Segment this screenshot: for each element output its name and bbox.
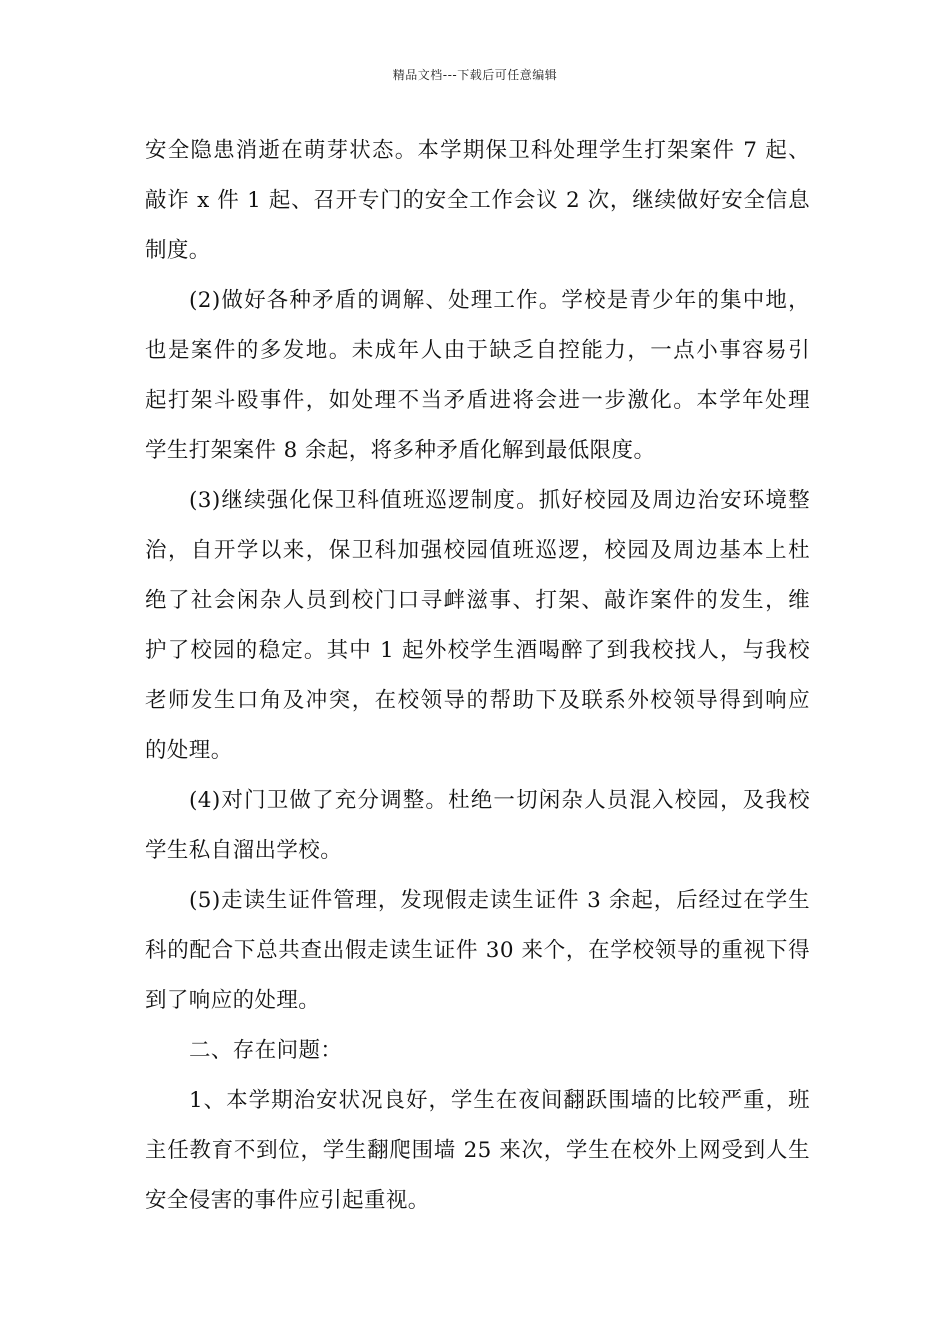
text-line: 敲诈 x 件 1 起、召开专门的安全工作会议 2 次，继续做好安全信息 [145, 188, 810, 213]
text-line: 护了校园的稳定。其中 1 起外校学生酒喝醉了到我校找人，与我校 [145, 638, 810, 663]
text-line: 到了响应的处理。 [145, 988, 321, 1013]
text-line: 学生私自溜出学校。 [145, 838, 343, 863]
paragraph-start-line: (5)走读生证件管理，发现假走读生证件 3 余起，后经过在学生 [189, 888, 810, 913]
text-line: 科的配合下总共查出假走读生证件 30 来个，在学校领导的重视下得 [145, 938, 810, 963]
text-line: 安全隐患消逝在萌芽状态。本学期保卫科处理学生打架案件 7 起、 [145, 138, 810, 163]
paragraph-start-line: (4)对门卫做了充分调整。杜绝一切闲杂人员混入校园，及我校 [189, 788, 810, 813]
paragraph-start-line: (3)继续强化保卫科值班巡逻制度。抓好校园及周边治安环境整 [189, 488, 810, 513]
page-header: 精品文档---下载后可任意编辑 [392, 68, 558, 82]
text-line: 主任教育不到位，学生翻爬围墙 25 来次，学生在校外上网受到人生 [145, 1138, 810, 1163]
paragraph-start-line: 1、本学期治安状况良好，学生在夜间翻跃围墙的比较严重，班 [189, 1088, 810, 1113]
text-line: 治，自开学以来，保卫科加强校园值班巡逻，校园及周边基本上杜 [145, 538, 810, 563]
text-line: 安全侵害的事件应引起重视。 [145, 1188, 430, 1213]
text-line: 起打架斗殴事件，如处理不当矛盾进将会进一步激化。本学年处理 [145, 388, 810, 413]
text-line: 的处理。 [145, 738, 233, 763]
text-line: 也是案件的多发地。未成年人由于缺乏自控能力，一点小事容易引 [145, 338, 810, 363]
document-body [145, 126, 810, 1226]
paragraph-start-line: (2)做好各种矛盾的调解、处理工作。学校是青少年的集中地， [189, 288, 810, 313]
text-line: 老师发生口角及冲突，在校领导的帮助下及联系外校领导得到响应 [145, 688, 810, 713]
section-heading: 二、存在问题： [189, 1038, 343, 1063]
text-line: 绝了社会闲杂人员到校门口寻衅滋事、打架、敲诈案件的发生，维 [145, 588, 810, 613]
text-line: 学生打架案件 8 余起，将多种矛盾化解到最低限度。 [145, 438, 656, 463]
text-line: 制度。 [145, 238, 211, 263]
